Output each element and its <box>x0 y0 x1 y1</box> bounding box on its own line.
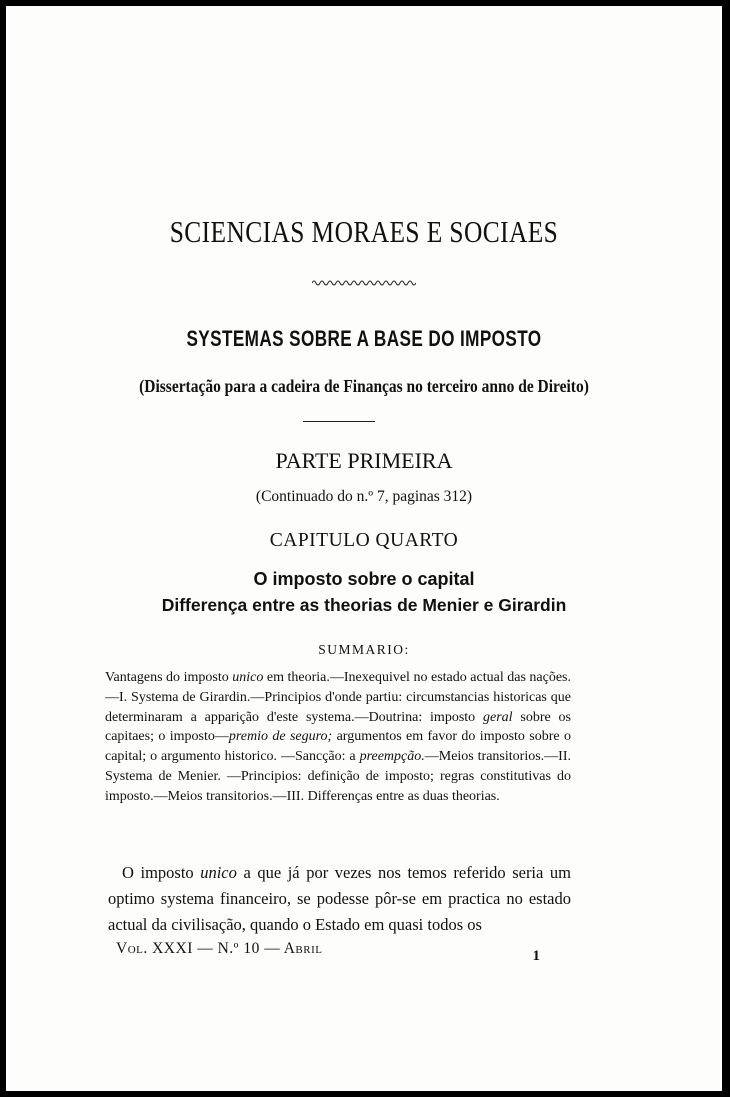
summary-italic: preempção. <box>359 749 425 765</box>
summary-italic: premio de seguro; <box>228 729 333 745</box>
body-italic: unico <box>200 863 237 882</box>
continued-note: (Continuado do n.º 7, paginas 312) <box>255 488 473 505</box>
summary-text: argumentos em favor do imposto sobre o capital; o argumento historico. —Sancção: a <box>105 729 572 765</box>
chapter-title: CAPITULO QUARTO <box>269 530 459 551</box>
article-title: SYSTEMAS SOBRE A BASE DO IMPOSTO <box>186 326 542 351</box>
summary-paragraph <box>105 668 571 807</box>
journal-section-title: SCIENCIAS MORAES E SOCIAES <box>169 214 559 249</box>
summary-text: —Meios transitorios.—II. Systema de Menier. —Principios: definição de imposto; regras constitutivas do imposto.—Meios transitorios.—III. Differenças entre as duas theorias. <box>105 749 571 804</box>
body-paragraph <box>108 860 571 938</box>
summary-text: em theoria.—Inexequivel no estado actual das nações.—I. Systema de Girardin.—Principios d'onde partiu: circumstancias historicas que determinaram a apparição d'este systema.—Doutrina: imposto <box>105 670 572 725</box>
summary-italic: unico <box>232 670 264 685</box>
page <box>6 6 722 1091</box>
article-subtitle: (Dissertação para a cadeira de Finanças no terceiro anno de Direito) <box>139 376 589 396</box>
summary-text: sobre os capitaes; o imposto— <box>105 709 571 745</box>
body-text: a que já por vezes nos temos referido seria um optimo systema financeiro, se podesse pôr-se em practica no estado actual da civilisação, quando o Estado em quasi todos os <box>108 863 571 934</box>
summary-text: Vantagens do imposto <box>105 670 233 685</box>
chapter-subheading: Differença entre as theorias de Menier e Girardin <box>161 595 567 615</box>
chapter-heading: O imposto sobre o capital <box>253 569 475 589</box>
summary-label: SUMMARIO: <box>318 642 410 657</box>
body-text: O imposto <box>122 863 201 882</box>
wavy-ornament-divider <box>6 278 722 292</box>
summary-italic: geral <box>483 709 513 725</box>
page-footer <box>116 940 556 964</box>
volume-info: Vol. XXXI — N.º 10 — Abril <box>116 940 323 957</box>
part-title: PARTE PRIMEIRA <box>275 448 453 473</box>
horizontal-rule <box>303 421 375 422</box>
signature-number: 1 <box>532 948 540 964</box>
